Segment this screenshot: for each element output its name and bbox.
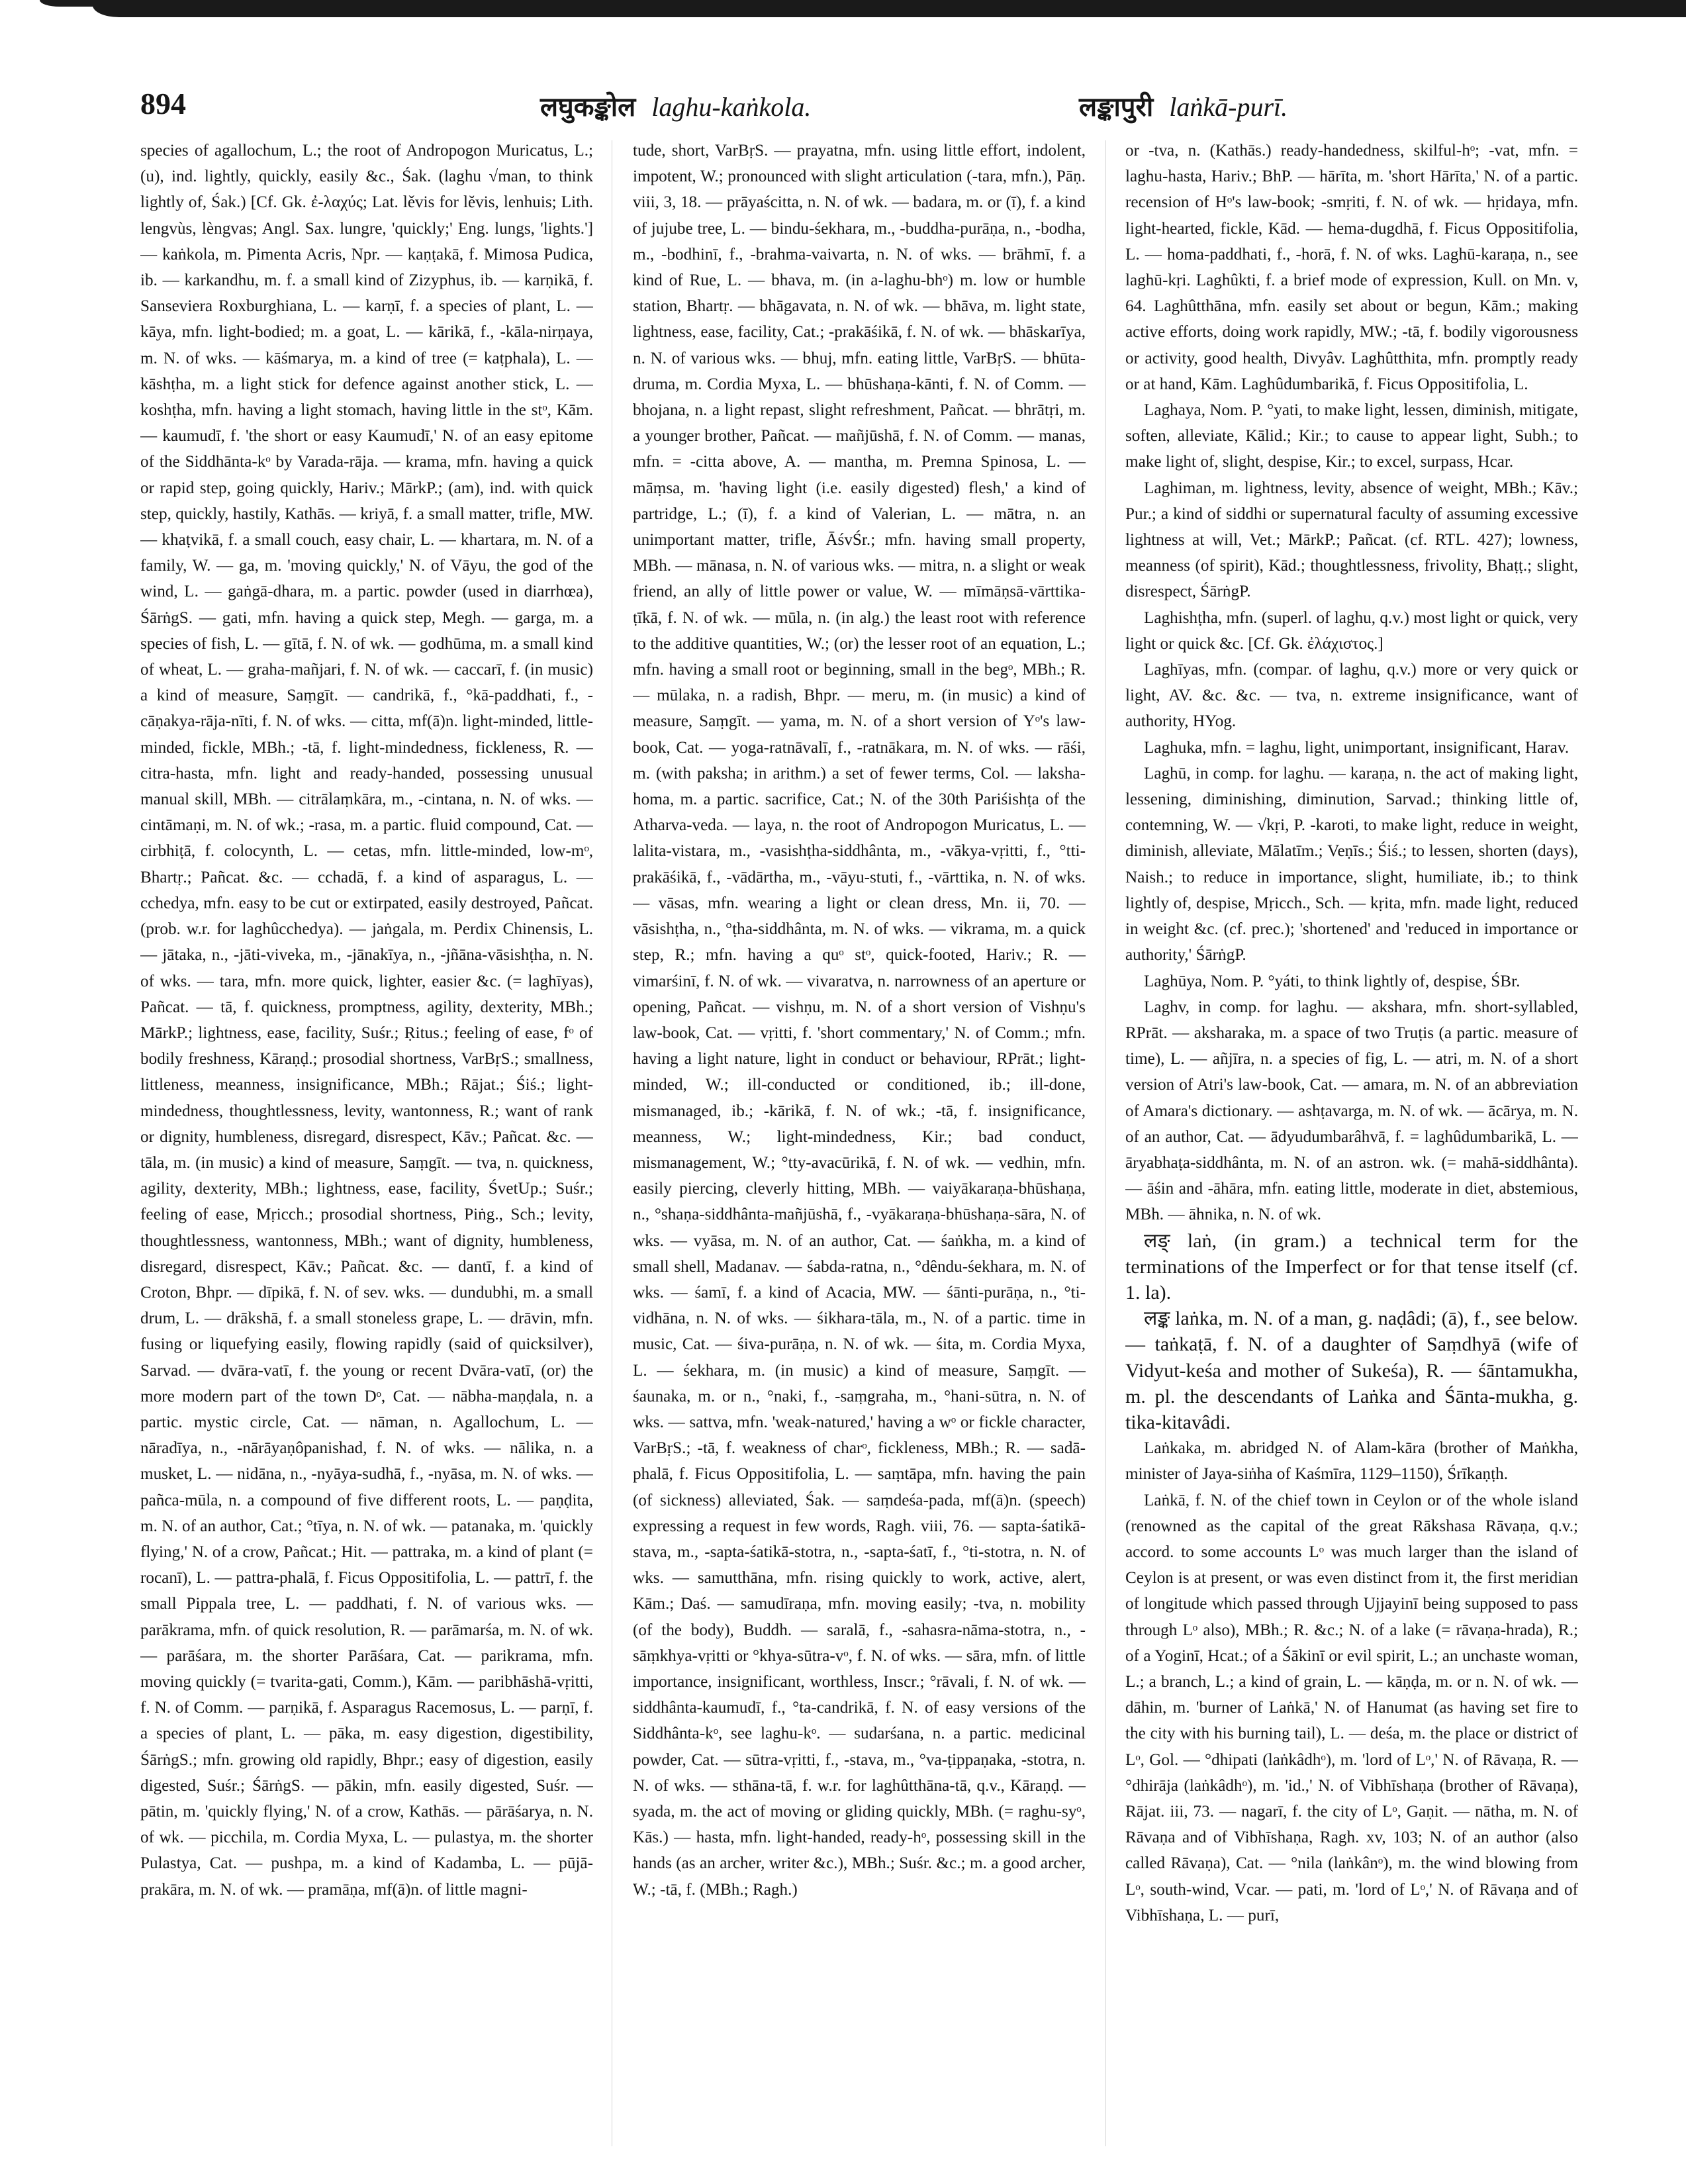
entry-paragraph: Laghuka, mfn. = laghu, light, unimportant, insignificant, Harav. (1144, 738, 1569, 757)
entry-paragraph: Laghaya, Nom. P. °yati, to make light, lessen, diminish, mitigate, soften, alleviate, Kālid.; Kir.; to cause to appear light, Subh.; to make light of, slight, despise, Kir.; to excel, surpass, Hcar. (1125, 401, 1578, 471)
column-divider (1105, 140, 1106, 2146)
scan-top-border (93, 0, 1686, 17)
running-head-right (1079, 87, 1288, 124)
entry-paragraph: Laghīyas, mfn. (compar. of laghu, q.v.) more or very quick or light, AV. &c. &c. — tva, n. extreme insignificance, want of authority, HYog. (1125, 661, 1578, 731)
entry-paragraph: Laghū, in comp. for laghu. — karaṇa, n. the act of making light, lessening, diminishing, diminution, Sarvad.; thinking little of, contemning, W. — √kṛi, P. -karoti, to make light, reduce in weight, diminish, alleviate, Mālatīm.; Veṇīs.; Śiś.; to lessen, shorten (days), Naish.; to reduce in importance, slight, humiliate, ib.; to think lightly of, despise, Mṛicch., Sch. — kṛita, mfn. made light, reduced in weight &c. (cf. prec.); 'shortened' and 'reduced in importance or authority,' ŚārṅgP. (1125, 764, 1578, 965)
running-head-left-roman: laghu-kaṅkola. (651, 92, 812, 122)
page-number: 894 (140, 87, 186, 120)
entry-paragraph: Laghūya, Nom. P. °yáti, to think lightly of, despise, ŚBr. (1144, 972, 1521, 990)
entry-paragraph: species of agallochum, L.; the root of Andropogon Muricatus, L.; (u), ind. lightly, quickly, easily &c., Śak. (laghu √man, to think lightly of, Śak.) [Cf. Gk. ἐ-λαχύς; Lat. lěvis for lĕvis, lenhuis; Lith. lengvùs, lèngvas; Angl. Sax. lungre, 'quickly;' Eng. lungs, 'lights.'] — kaṅkola, m. Pimenta Acris, Npr. — kaṇṭakā, f. Mimosa Pudica, ib. — karkandhu, m. f. a small kind of Zizyphus, ib. — karṇikā, f. Sanseviera Roxburghiana, L. — karṇī, f. a species of plant, L. — kāya, mfn. light-bodied; m. a goat, L. — kārikā, f., -kāla-nirṇaya, m. N. of wks. — kāśmarya, m. a kind of tree (= kaṭphala), L. — kāshṭha, m. a light stick for defence against another stick, L. — koshṭha, mfn. having a light stomach, having little in the stᵒ, Kām. — kaumudī, f. 'the short or easy Kaumudī,' N. of an easy epitome of the Siddhānta-kᵒ by Varada-rāja. — krama, mfn. having a quick or rapid step, going quickly, Hariv.; MārkP.; (am), ind. with quick step, quickly, hastily, Kathās. — kriyā, f. a small matter, trifle, MW. — khaṭvikā, f. a small couch, easy chair, L. — khartara, m. N. of a family, W. — ga, m. 'moving quickly,' N. of Vāyu, the god of the wind, L. — gaṅgā-dhara, m. a partic. powder (used in diarrhœa), ŚārṅgS. — gati, mfn. having a quick step, Megh. — garga, m. a species of fish, L. — gītā, f. N. of wk. — godhūma, m. a small kind of wheat, L. — graha-mañjari, f. N. of wk. — caccarī, f. (in music) a kind of measure, Saṃgīt. — candrikā, f., °kā-paddhati, f., -cāṇakya-rāja-nīti, f. N. of wks. — citta, mf(ā)n. light-minded, little-minded, fickle, MBh.; -tā, f. light-mindedness, fickleness, R. — citra-hasta, mfn. light and ready-handed, possessing unusual manual skill, MBh. — citrālaṃkāra, m., -cintana, n. N. of wks. — cintāmaṇi, m. N. of wk.; -rasa, m. a partic. fluid compound, Cat. — cirbhiṭā, f. colocynth, L. — cetas, mfn. little-minded, low-mᵒ, Bhartṛ.; Pañcat. &c. — cchadā, f. a kind of asparagus, L. — cchedya, mfn. easy to be cut or extirpated, easily destroyed, Pañcat. (prob. w.r. for laghûcchedya). — jaṅgala, m. Perdix Chinensis, L. — jātaka, n., -jāti-viveka, m., -jānakīya, n., -jñāna-vāsishṭha, n. N. of wks. — tara, mfn. more quick, lighter, easier &c. (= laghīyas), Pañcat. — tā, f. quickness, promptness, agility, dexterity, MBh.; MārkP.; lightness, ease, facility, Suśr.; Ṛitus.; feeling of ease, fᵒ of bodily freshness, Kāraṇḍ.; prosodial shortness, VarBṛS.; smallness, littleness, meanness, insignificance, MBh.; Rājat.; Śiś.; light-mindedness, thoughtlessness, levity, wantonness, R.; want of rank or dignity, humbleness, disregard, disrespect, Kāv.; Pañcat. &c. — tāla, m. (in music) a kind of measure, Saṃgīt. — tva, n. quickness, agility, dexterity, MBh.; lightness, ease, facility, ŚvetUp.; Suśr.; feeling of ease, Mṛicch.; prosodial shortness, Piṅg., Sch.; levity, thoughtlessness, wantonness, MBh.; want of dignity, humbleness, disregard, disrespect, Kāv.; Pañcat. &c. — dantī, f. a kind of Croton, Bhpr. — dīpikā, f. N. of sev. wks. — dundubhi, m. a small drum, L. — drākshā, f. a small stoneless grape, L. — drāvin, mfn. fusing or liquefying easily, flowing rapidly (said of quicksilver), Sarvad. — dvāra-vatī, f. the young or recent Dvāra-vatī, (or) the more modern part of the town Dᵒ, Cat. — nābha-maṇḍala, n. a partic. mystic circle, Cat. — nāman, n. Agallochum, L. — nāradīya, n., -nārāyaṇôpanishad, f. N. of wks. — nālika, n. a musket, L. — nidāna, n., -nyāya-sudhā, f., -nyāsa, m. N. of wks. — pañca-mūla, n. a compound of five different roots, L. — paṇḍita, m. N. of an author, Cat.; °tīya, n. N. of wk. — patanaka, m. 'quickly flying,' N. of a crow, Pañcat.; Hit. — pattraka, m. a kind of plant (= rocanī), L. — pattra-phalā, f. Ficus Oppositifolia, L. — pattrī, f. the small Pippala tree, L. — paddhati, f. N. of various wks. — parākrama, mfn. of quick resolution, R. — parāmarśa, m. N. of wk. — parāśara, m. the shorter Parāśara, Cat. — parikrama, mfn. moving quickly (= tvarita-gati, Comm.), Kām. — paribhāshā-vṛitti, f. N. of Comm. — parṇikā, f. Asparagus Racemosus, L. — parṇī, f. a species of plant, L. — pāka, m. easy digestion, digestibility, ŚārṅgS.; mfn. growing old rapidly, Bhpr.; easy of digestion, easily digested, Suśr.; ŚārṅgS. — pākin, mfn. easily digested, Suśr. — pātin, m. 'quickly flying,' N. of a crow, Kathās. — pārāśarya, n. N. of wk. — picchila, m. Cordia Myxa, L. — pulastya, m. the shorter Pulastya, Cat. — pushpa, m. a kind of Kadamba, L. — pūjā-prakāra, m. N. of wk. — pramāṇa, mf(ā)n. of little magni- (140, 142, 593, 1899)
entry-paragraph: Laṅkaka, m. abridged N. of Alam-kāra (brother of Maṅkha, minister of Jaya-siṅha of Kaśmīra, 1129–1150), Śrīkaṇṭh. (1125, 1439, 1578, 1484)
running-head-left-devanagari: लघुकङ्कोल (540, 92, 636, 122)
entry-paragraph: Laghv, in comp. for laghu. — akshara, mfn. short-syllabled, RPrāt. — aksharaka, m. a space of two Truṭis (a partic. measure of time), L. — añjīra, n. a species of fig, L. — atri, m. N. of a short version of Atri's law-book, Cat. — amara, m. N. of an abbreviation of Amara's dictionary. — ashṭavarga, m. N. of wk. — ācārya, m. N. of an author, Cat. — ādyudumbarâhvā, f. = laghûdumbarikā, L. — āryabhaṭa-siddhânta, m. N. of an astron. wk. (= mahā-siddhânta). — āśin and -āhāra, mfn. eating little, moderate in diet, abstemious, MBh. — āhnika, n. N. of wk. (1125, 998, 1578, 1224)
entry-paragraph: or -tva, n. (Kathās.) ready-handedness, skilful-hᵒ; -vat, mfn. = laghu-hasta, Hariv.; BhP. — hārīta, m. 'short Hārīta,' N. of a partic. recension of Hᵒ's law-book; -smṛiti, f. N. of wk. — hṛidaya, mfn. light-hearted, fickle, Kād. — hema-dugdhā, f. Ficus Oppositifolia, L. — homa-paddhati, f., -horā, f. N. of wks. Laghū-karaṇa, n., see laghū-kṛi. Laghûkti, f. a brief mode of expression, Kull. on Mn. v, 64. Laghûtthāna, mfn. easily set about or begun, Kām.; making active efforts, doing work rapidly, MW.; -tā, f. bodily vigorousness or activity, good health, Divyâv. Laghûtthita, mfn. promptly ready or at hand, Kām. Laghûdumbarikā, f. Ficus Oppositifolia, L. (1125, 142, 1578, 393)
entry-paragraph: tude, short, VarBṛS. — prayatna, mfn. using little effort, indolent, impotent, W.; pronounced with slight articulation (-tara, mfn.), Pāṇ. viii, 3, 18. — prāyaścitta, n. N. of wk. — badara, m. or (ī), f. a kind of jujube tree, L. — bindu-śekhara, m., -buddha-purāṇa, n., -bodha, m., -bodhinī, f., -brahma-vaivarta, n. N. of wks. — brāhmī, f. a kind of Rue, L. — bhava, m. (in a-laghu-bhᵒ) m. low or humble station, Bhartṛ. — bhāgavata, n. N. of wk. — bhāva, m. light state, lightness, ease, facility, Cat.; -prakāśikā, f. N. of wk. — bhāskarīya, n. N. of various wks. — bhuj, mfn. eating little, VarBṛS. — bhūta-druma, m. Cordia Myxa, L. — bhūshaṇa-kānti, f. N. of Comm. — bhojana, n. a light repast, slight refreshment, Pañcat. — bhrātṛi, m. a younger brother, Pañcat. — mañjūshā, f. N. of Comm. — manas, mfn. = -citta above, A. — mantha, m. Premna Spinosa, L. — māṃsa, m. 'having light (i.e. easily digested) flesh,' a kind of partridge, L.; (ī), f. a kind of Valerian, L. — mātra, n. an unimportant matter, trifle, ĀśvŚr.; mfn. having small property, MBh. — mānasa, n. N. of various wks. — mitra, n. a slight or weak friend, an ally of little power or value, W. — mīmāṇsā-vārttika-ṭīkā, f. N. of wk. — mūla, n. (in alg.) the least root with reference to the additive quantities, W.; (or) the lesser root of an equation, L.; mfn. having a small root or beginning, small in the begᵒ, MBh.; R. — mūlaka, n. a radish, Bhpr. — meru, m. (in music) a kind of measure, Saṃgīt. — yama, m. N. of a short version of Yᵒ's law-book, Cat. — yoga-ratnāvalī, f., -ratnākara, m. N. of wks. — rāśi, m. (with paksha; in arithm.) a set of fewer terms, Col. — laksha-homa, m. a partic. sacrifice, Cat.; N. of the 30th Pariśishṭa of the Atharva-veda. — laya, n. the root of Andropogon Muricatus, L. — lalita-vistara, m., -vasishṭha-siddhânta, m., -vākya-vṛitti, f., °tti-prakāśikā, f., -vādārtha, m., -vāyu-stuti, f., -vārttika, n. N. of wks. — vāsas, mfn. wearing a light or clean dress, Mn. ii, 70. — vāsishṭha, n., °ṭha-siddhânta, m. N. of wks. — vikrama, m. a quick step, R.; mfn. having a quᵒ stᵒ, quick-footed, Hariv.; R. — vimarśinī, f. N. of wk. — vivaratva, n. narrowness of an aperture or opening, Pañcat. — vishṇu, m. N. of a short version of Vishṇu's law-book, Cat. — vṛitti, f. 'short commentary,' N. of Comm.; mfn. having a light nature, light in conduct or behaviour, RPrāt.; light-minded, W.; ill-conducted or conditioned, ib.; ill-done, mismanaged, ib.; -kārikā, f. N. of wk.; -tā, f. insignificance, meanness, W.; light-mindedness, Kir.; bad conduct, mismanagement, W.; °tty-avacūrikā, f. N. of wk. — vedhin, mfn. easily piercing, cleverly hitting, MBh. — vaiyākaraṇa-bhūshaṇa, n., °shaṇa-siddhânta-mañjūshā, f., -vyākaraṇa-bhūshaṇa-sāra, N. of wks. — vyāsa, m. N. of an author, Cat. — śaṅkha, m. a kind of small shell, Madanav. — śabda-ratna, n., °dêndu-śekhara, m. N. of wks. — śamī, f. a kind of Acacia, MW. — śānti-purāṇa, n., °ti-vidhāna, n. N. of wks. — śikhara-tāla, m., N. of a partic. time in music, Cat. — śiva-purāṇa, n. N. of wk. — śita, m. Cordia Myxa, L. — śekhara, m. (in music) a kind of measure, Saṃgīt. — śaunaka, m. or n., °naki, f., -saṃgraha, m., °hani-sūtra, n. N. of wks. — sattva, mfn. 'weak-natured,' having a wᵒ or fickle character, VarBṛS.; -tā, f. weakness of charᵒ, fickleness, MBh.; R. — sadā-phalā, f. Ficus Oppositifolia, L. — saṃtāpa, mfn. having the pain (of sickness) alleviated, Śak. — saṃdeśa-pada, mf(ā)n. (speech) expressing a request in few words, Ragh. viii, 76. — sapta-śatikā-stava, m., -sapta-śatikā-stotra, n., -sapta-śatī, f., °ti-stotra, n. N. of wks. — samutthāna, mfn. rising quickly to work, active, alert, Kām.; Daś. — samudīraṇa, mfn. moving easily; -tva, n. mobility (of the body), Buddh. — saralā, f., -sahasra-nāma-stotra, n., -sāṃkhya-vṛitti or °khya-sūtra-vᵒ, f. N. of wks. — sāra, mfn. of little importance, insignificant, worthless, Inscr.; °rāvali, f. N. of wk. — siddhânta-kaumudī, f., °ta-candrikā, f. N. of easy versions of the Siddhânta-kᵒ, see laghu-kᵒ. — sudarśana, n. a partic. medicinal powder, Cat. — sūtra-vṛitti, f., -stava, m., °va-ṭippaṇaka, -stotra, n. N. of wks. — sthāna-tā, f. w.r. for laghûtthāna-tā, q.v., Kāraṇḍ. — syada, m. the act of moving or gliding quickly, MBh. (= raghu-syᵒ, Kās.) — hasta, mfn. light-handed, ready-hᵒ, possessing skill in the hands (as an archer, writer &c.), MBh.; Suśr. &c.; m. a good archer, W.; -tā, f. (MBh.; Ragh.) (633, 142, 1086, 1899)
running-head-left (540, 87, 811, 124)
page-header (140, 86, 1580, 132)
entry-paragraph: Laghishṭha, mfn. (superl. of laghu, q.v.) most light or quick, very light or quick &c. [Cf. Gk. ἐλάχιστος.] (1125, 608, 1578, 653)
entry-paragraph: लङ्क laṅka, m. N. of a man, g. naḍâdi; (ā), f., see below. — taṅkaṭā, f. N. of a daughter of Saṃdhyā (wife of Vidyut-keśa and mother of Sukeśa), R. — śāntamukha, m. pl. the descendants of Laṅka and Śānta-mukha, g. tika-kitavâdi. (1125, 1307, 1578, 1433)
dictionary-column-middle (633, 138, 1086, 2157)
dictionary-column-left (140, 138, 593, 2157)
running-head-right-devanagari: लङ्कापुरी (1079, 92, 1154, 122)
scan-edge-shadow (40, 0, 99, 7)
entry-paragraph: लङ् laṅ, (in gram.) a technical term for the terminations of the Imperfect or for that tense itself (cf. 1. la). (1125, 1229, 1578, 1304)
running-head-right-roman: laṅkā-purī. (1169, 92, 1288, 122)
entry-paragraph: Laṅkā, f. N. of the chief town in Ceylon or of the whole island (renowned as the capital of the great Rākshasa Rāvaṇa, q.v.; accord. to some accounts Lᵒ was much larger than the island of Ceylon is at present, or was even distinct from it, the first meridian of longitude which passed through Ujjayinī being supposed to pass through Lᵒ also), MBh.; R. &c.; N. of a lake (= rāvaṇa-hrada), R.; of a Yoginī, Hcat.; of a Śākinī or evil spirit, L.; an unchaste woman, L.; a branch, L.; a kind of grain, L. — kāṇḍa, m. or n. N. of wk. — dāhin, m. 'burner of Laṅkā,' N. of Hanumat (as having set fire to the city with his burning tail), L. — deśa, m. the place or district of Lᵒ, Gol. — °dhipati (laṅkâdhᵒ), m. 'lord of Lᵒ,' N. of Rāvaṇa, R. — °dhirāja (laṅkâdhᵒ), m. 'id.,' N. of Vibhīshaṇa (brother of Rāvaṇa), Rājat. iii, 73. — nagarī, f. the city of Lᵒ, Gaṇit. — nātha, m. N. of Rāvaṇa and of Vibhīshaṇa, Ragh. xv, 103; N. of an author (also called Rāvaṇa), Cat. — °nila (laṅkânᵒ), m. the wind blowing from Lᵒ, south-wind, Vcar. — pati, m. 'lord of Lᵒ,' N. of Rāvaṇa and of Vibhīshaṇa, L. — purī, (1125, 1491, 1578, 1924)
dictionary-column-right (1125, 138, 1578, 2157)
entry-paragraph: Laghiman, m. lightness, levity, absence of weight, MBh.; Kāv.; Pur.; a kind of siddhi or supernatural faculty of assuming excessive lightness at will, Vet.; MārkP.; Pañcat. (cf. RTL. 427); lowness, meanness (of spirit), Kād.; thoughtlessness, frivolity, Bhaṭṭ.; slight, disrespect, ŚārṅgP. (1125, 479, 1578, 601)
